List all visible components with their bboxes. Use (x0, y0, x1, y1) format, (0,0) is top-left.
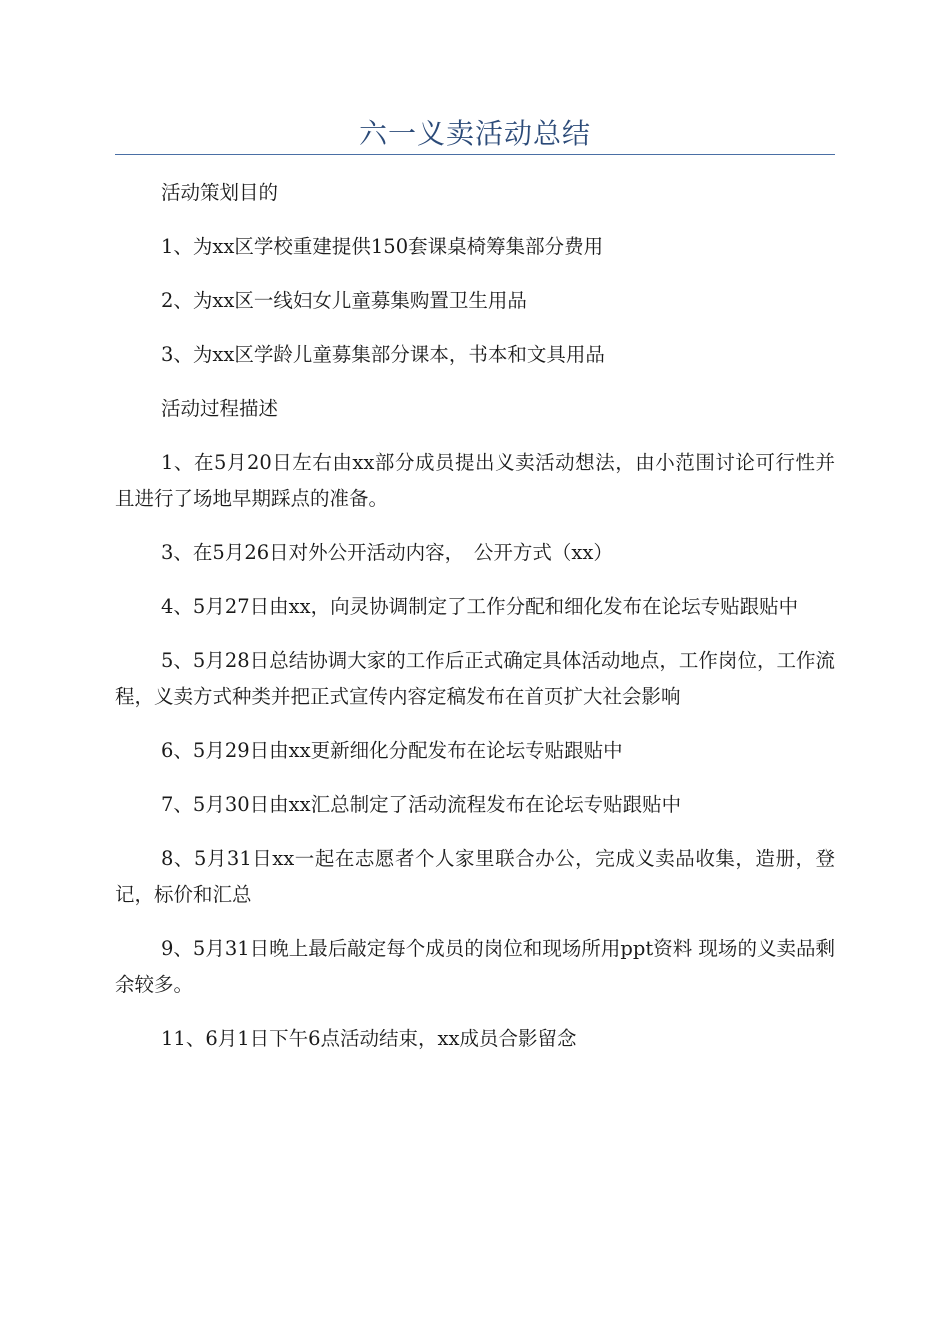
paragraph: 2、为xx区一线妇女儿童募集购置卫生用品 (161, 289, 527, 312)
paragraph: 3、为xx区学龄儿童募集部分课本，书本和文具用品 (161, 343, 605, 366)
document-body (115, 175, 835, 1075)
paragraph: 5、5月28日总结协调大家的工作后正式确定具体活动地点，工作岗位，工作流程，义卖方式种类并把正式宣传内容定稿发布在首页扩大社会影响 (115, 649, 835, 708)
paragraph-process-heading: 活动过程描述 (161, 397, 279, 420)
paragraph: 8、5月31日xx一起在志愿者个人家里联合办公，完成义卖品收集，造册，登记，标价和汇总 (115, 847, 835, 906)
document-title: 六一义卖活动总结 (358, 117, 591, 150)
title-underline (115, 154, 835, 155)
paragraph: 6、5月29日由xx更新细化分配发布在论坛专贴跟贴中 (161, 739, 623, 762)
paragraph: 3、在5月26日对外公开活动内容， 公开方式（xx） (161, 541, 613, 564)
paragraph: 1、在5月20日左右由xx部分成员提出义卖活动想法，由小范围讨论可行性并且进行了场地早期踩点的准备。 (115, 451, 835, 510)
paragraph-purpose-heading: 活动策划目的 (161, 181, 279, 204)
paragraph: 11、6月1日下午6点活动结束，xx成员合影留念 (161, 1027, 577, 1050)
paragraph: 1、为xx区学校重建提供150套课桌椅筹集部分费用 (161, 235, 604, 258)
paragraph: 9、5月31日晚上最后敲定每个成员的岗位和现场所用ppt资料 现场的义卖品剩余较多。 (115, 937, 835, 996)
paragraph: 4、5月27日由xx，向灵协调制定了工作分配和细化发布在论坛专贴跟贴中 (161, 595, 799, 618)
paragraph: 7、5月30日由xx汇总制定了活动流程发布在论坛专贴跟贴中 (161, 793, 682, 816)
